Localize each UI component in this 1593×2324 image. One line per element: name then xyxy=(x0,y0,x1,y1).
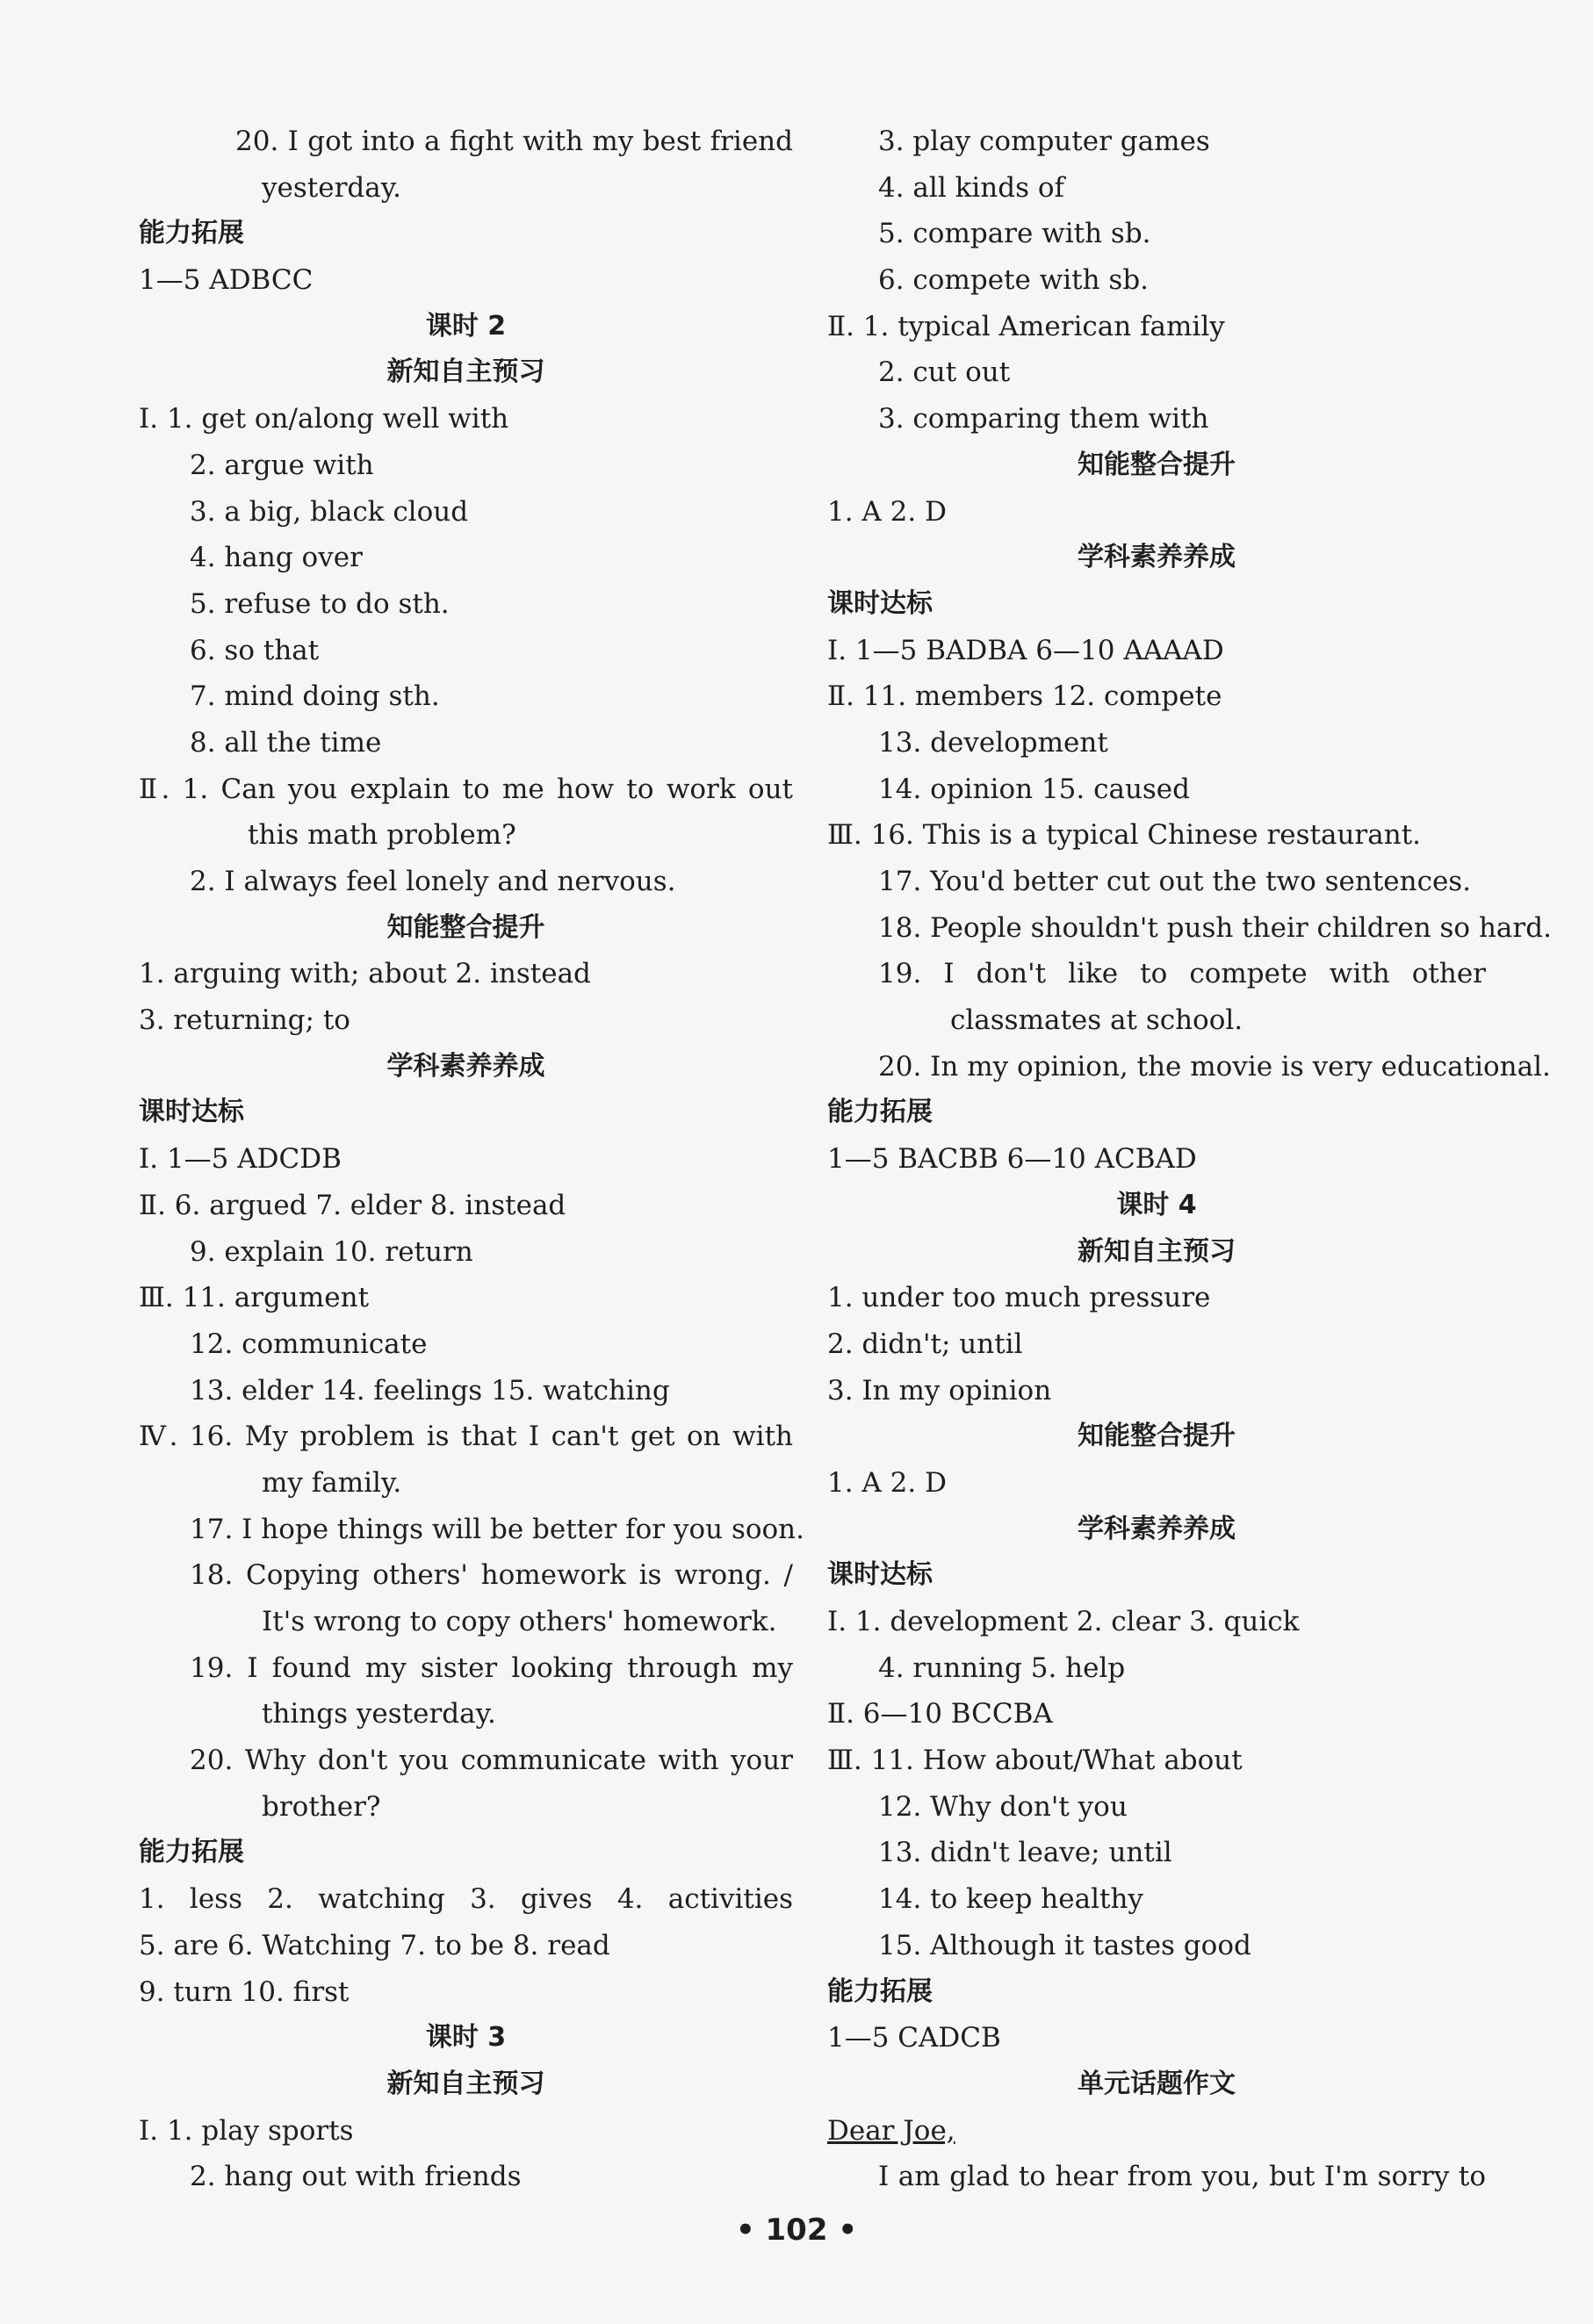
answer-line: 4. running 5. help xyxy=(878,1651,1126,1684)
answer-line: 5. are 6. Watching 7. to be 8. read xyxy=(139,1929,610,1961)
answer-line: classmates at school. xyxy=(950,1004,1243,1037)
section-heading: 学科素养养成 xyxy=(1078,542,1236,573)
answer-line: Ⅰ. 1. get on/along well with xyxy=(139,403,509,435)
letter-salutation: Dear Joe, xyxy=(827,2114,955,2147)
answer-line: 1. A 2. D xyxy=(827,495,947,528)
section-heading: 能力拓展 xyxy=(139,1837,244,1868)
answer-line: 8. all the time xyxy=(190,726,382,759)
answer-line: 2. I always feel lonely and nervous. xyxy=(190,866,676,897)
section-heading: 课时 3 xyxy=(425,2022,507,2054)
answer-line: 13. elder 14. feelings 15. watching xyxy=(190,1374,670,1407)
section-heading: 知能整合提升 xyxy=(1078,449,1236,480)
answer-line: 5. compare with sb. xyxy=(878,218,1151,250)
answer-line: Ⅰ. 1—5 ADCDB xyxy=(139,1143,342,1176)
right-column xyxy=(827,119,1552,2200)
answer-line: 13. didn't leave; until xyxy=(878,1837,1172,1869)
section-heading: 课时 4 xyxy=(1116,1189,1197,1220)
section-heading: 课时 2 xyxy=(425,310,507,342)
answer-line: 4. all kinds of xyxy=(878,171,1065,204)
section-heading: 能力拓展 xyxy=(827,1097,933,1128)
answer-line: 5. refuse to do sth. xyxy=(190,587,450,620)
answer-line: 1. arguing with; about 2. instead xyxy=(139,958,591,990)
answer-line: 3. In my opinion xyxy=(827,1374,1052,1407)
section-heading: 单元话题作文 xyxy=(1078,2068,1236,2099)
section-heading: 能力拓展 xyxy=(827,1975,933,2007)
answer-line: 14. opinion 15. caused xyxy=(878,773,1191,805)
answer-line: 2. hang out with friends xyxy=(190,2161,522,2193)
answer-line: It's wrong to copy others' homework. xyxy=(262,1606,777,1637)
answer-line: 19. I don't like to compete with other xyxy=(878,958,1486,990)
section-heading: 新知自主预习 xyxy=(386,356,545,388)
answer-line: 1. under too much pressure xyxy=(827,1282,1211,1314)
answer-line: my family. xyxy=(262,1466,402,1499)
answer-line: Ⅱ. 1. typical American family xyxy=(827,310,1225,342)
answer-line: Ⅲ. 16. This is a typical Chinese restaurant. xyxy=(827,819,1422,852)
section-heading: 课时达标 xyxy=(827,1559,933,1591)
answer-line: 19. I found my sister looking through my xyxy=(190,1651,793,1684)
answer-line: 1. A 2. D xyxy=(827,1466,947,1499)
answer-line: I am glad to hear from you, but I'm sorry to xyxy=(878,2161,1486,2193)
answer-line: 18. Copying others' homework is wrong. / xyxy=(190,1559,793,1592)
answer-line: 1—5 BACBB 6—10 ACBAD xyxy=(827,1143,1197,1176)
answer-line: 3. play computer games xyxy=(878,126,1210,157)
answer-line: 1. less 2. watching 3. gives 4. activities xyxy=(139,1883,793,1916)
answer-line: 15. Although it tastes good xyxy=(878,1929,1251,1961)
answer-line: 1—5 ADBCC xyxy=(139,264,314,297)
answer-line: yesterday. xyxy=(262,171,401,204)
answer-line: 9. turn 10. first xyxy=(139,1975,350,2008)
section-heading: 课时达标 xyxy=(827,587,933,619)
answer-line xyxy=(827,2108,1486,2155)
section-heading: 知能整合提升 xyxy=(386,911,545,943)
answer-line: 20. Why don't you communicate with your xyxy=(190,1745,793,1777)
answer-line: 20. In my opinion, the movie is very educational. xyxy=(878,1050,1551,1083)
answer-line: Ⅰ. 1. development 2. clear 3. quick xyxy=(827,1606,1300,1637)
section-heading: 学科素养养成 xyxy=(1078,1513,1236,1544)
answer-line: 4. hang over xyxy=(190,542,363,574)
answer-line: 9. explain 10. return xyxy=(190,1235,473,1268)
answer-line: 20. I got into a fight with my best friend xyxy=(235,126,793,157)
answer-line: Ⅱ. 11. members 12. compete xyxy=(827,680,1222,713)
answer-line: 12. communicate xyxy=(190,1327,428,1360)
section-heading: 知能整合提升 xyxy=(1078,1421,1236,1452)
answer-line: 1—5 CADCB xyxy=(827,2022,1001,2054)
answer-line: this math problem? xyxy=(248,819,516,852)
answer-line: 13. development xyxy=(878,726,1108,759)
section-heading: 新知自主预习 xyxy=(1078,1235,1236,1267)
answer-line: 18. People shouldn't push their children so hard. xyxy=(878,911,1552,944)
answer-line: 2. cut out xyxy=(878,356,1011,389)
answer-line: Ⅱ. 1. Can you explain to me how to work out xyxy=(139,773,793,805)
section-heading: 学科素养养成 xyxy=(386,1050,545,1082)
left-column xyxy=(139,119,804,2200)
answer-line: Ⅰ. 1. play sports xyxy=(139,2114,354,2147)
answer-line: 3. a big, black cloud xyxy=(190,495,469,528)
answer-line: Ⅳ. 16. My problem is that I can't get on with xyxy=(139,1421,793,1453)
section-heading: 能力拓展 xyxy=(139,218,244,249)
answer-line: Ⅱ. 6—10 BCCBA xyxy=(827,1698,1053,1730)
section-heading: 新知自主预习 xyxy=(386,2068,545,2099)
page-number: • 102 • xyxy=(735,2212,858,2248)
answer-line: 17. I hope things will be better for you soon. xyxy=(190,1513,804,1545)
answer-line: 6. so that xyxy=(190,634,320,666)
answer-line: 2. argue with xyxy=(190,449,374,481)
answer-line: Ⅲ. 11. How about/What about xyxy=(827,1745,1243,1777)
answer-line: 2. didn't; until xyxy=(827,1327,1023,1360)
answer-line: Ⅲ. 11. argument xyxy=(139,1282,370,1314)
answer-line: 6. compete with sb. xyxy=(878,264,1150,297)
answer-line: Ⅱ. 6. argued 7. elder 8. instead xyxy=(139,1189,566,1221)
section-heading: 课时达标 xyxy=(139,1097,244,1128)
answer-line: 3. returning; to xyxy=(139,1004,350,1037)
answer-line: brother? xyxy=(262,1790,381,1823)
answer-line: 7. mind doing sth. xyxy=(190,680,440,713)
answer-line: Ⅰ. 1—5 BADBA 6—10 AAAAD xyxy=(827,634,1224,666)
answer-line: 12. Why don't you xyxy=(878,1790,1128,1823)
answer-line: 3. comparing them with xyxy=(878,403,1209,435)
answer-line: things yesterday. xyxy=(262,1698,496,1730)
answer-line: 14. to keep healthy xyxy=(878,1883,1143,1916)
answer-line: 17. You'd better cut out the two sentences. xyxy=(878,866,1472,897)
